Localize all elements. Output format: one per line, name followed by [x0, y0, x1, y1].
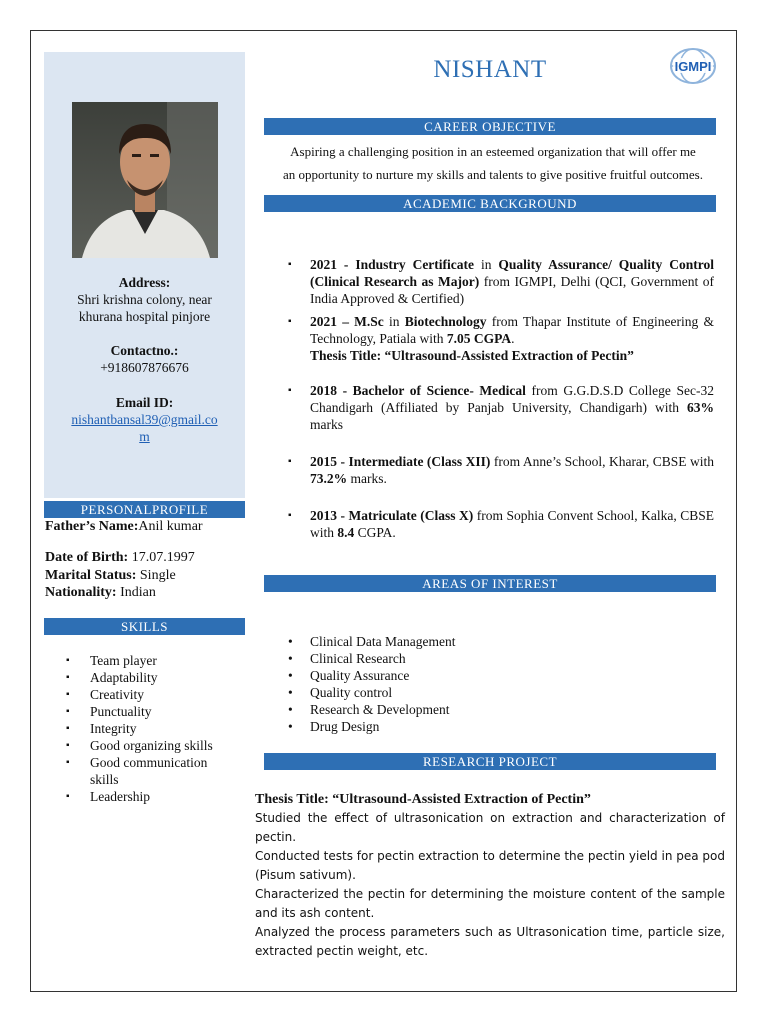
thesis-value: : “Ultrasound-Assisted Extraction of Pectin”	[376, 348, 634, 363]
profile-photo	[72, 102, 218, 258]
academic-item-title: 2013 - Matriculate (Class X)	[310, 508, 474, 523]
interests-list	[288, 633, 455, 735]
contact-block	[44, 342, 245, 376]
skills-list	[62, 652, 232, 805]
academic-item-title: 2018 - Bachelor of Science- Medical	[310, 383, 526, 398]
interest-item: • Clinical Data Management	[288, 633, 455, 650]
nationality-label: Nationality:	[45, 585, 117, 600]
nationality-value: Indian	[120, 585, 156, 600]
academic-item-text: in	[383, 314, 405, 329]
address-line-2: khurana hospital pinjore	[78, 309, 211, 324]
academic-item	[288, 453, 714, 487]
skill-item: ▪ Team player	[62, 652, 232, 669]
dob-label: Date of Birth:	[45, 550, 129, 565]
father-name-row	[45, 518, 203, 535]
address-label: Address:	[118, 275, 171, 290]
skill-item: ▪ Good organizing skills	[62, 737, 232, 754]
academic-item-bold: 7.05 CGPA	[446, 331, 512, 346]
email-block	[44, 394, 245, 445]
research-paragraph: Conducted tests for pectin extraction to determine the pectin yield in pea pod (Pisum sativum).	[255, 849, 725, 882]
interest-item: • Drug Design	[288, 718, 455, 735]
academic-item-bold: 8.4	[337, 525, 355, 540]
candidate-name: NISHANT	[433, 56, 547, 83]
research-project-heading: RESEARCH PROJECT	[264, 753, 716, 770]
career-objective-heading: CAREER OBJECTIVE	[264, 118, 716, 135]
personal-profile-heading: PERSONALPROFILE	[44, 501, 245, 518]
academic-item	[288, 256, 714, 307]
academic-item-bold: 63%	[687, 400, 714, 415]
research-paragraph: Analyzed the process parameters such as Ultrasonication time, particle size, extracted pectin weight, etc.	[255, 925, 725, 958]
academic-list	[288, 256, 714, 541]
academic-item-bold: Biotechnology	[404, 314, 487, 329]
academic-item-text: from IGMPI, Delhi (QCI, Government of India Approved & Certified)	[310, 274, 714, 306]
academic-background-heading: ACADEMIC BACKGROUND	[264, 195, 716, 212]
marital-status-row	[45, 567, 176, 584]
skill-item: ▪ Punctuality	[62, 703, 232, 720]
academic-item-text: from Sophia Convent School, Kalka, CBSE with	[310, 508, 714, 540]
academic-item-title: 2015 - Intermediate (Class XII)	[310, 454, 491, 469]
address-line-1: Shri krishna colony, near	[77, 292, 212, 307]
areas-of-interest-heading: AREAS OF INTEREST	[264, 575, 716, 592]
father-name-value: Anil kumar	[138, 519, 203, 534]
research-paragraph: Characterized the pectin for determining the moisture content of the sample and its ash content.	[255, 887, 725, 920]
academic-item-bold: Quality Assurance/ Quality Control (Clinical Research as Major)	[310, 257, 714, 289]
dob-row	[45, 549, 195, 566]
interest-item: • Research & Development	[288, 701, 455, 718]
research-thesis-label: Thesis Title	[255, 792, 325, 807]
logo-text: IGMPI	[674, 59, 712, 74]
email-label: Email ID:	[115, 395, 174, 410]
objective-line-1: Aspiring a challenging position in an esteemed organization that will offer me	[290, 144, 696, 159]
academic-item-text: .	[511, 331, 515, 346]
father-name-label: Father’s Name:	[45, 519, 139, 534]
skills-heading: SKILLS	[44, 618, 245, 635]
academic-item-title: 2021 - Industry Certificate	[310, 257, 475, 272]
career-objective-text	[268, 140, 718, 186]
academic-item-text: marks	[310, 417, 343, 432]
address-block	[44, 274, 245, 325]
contact-label: Contactno.:	[110, 343, 179, 358]
skill-item: ▪ Integrity	[62, 720, 232, 737]
academic-item	[288, 507, 714, 541]
academic-item-bold: 73.2%	[310, 471, 348, 486]
research-thesis-title	[255, 791, 725, 809]
skill-item: ▪ Adaptability	[62, 669, 232, 686]
academic-item-title: 2021 – M.Sc	[310, 314, 384, 329]
academic-item-text: CGPA.	[354, 525, 396, 540]
research-project-section	[255, 791, 725, 961]
academic-item	[288, 313, 714, 364]
research-thesis-value: : “Ultrasound-Assisted Extraction of Pectin”	[324, 792, 591, 807]
contact-value: +918607876676	[100, 360, 189, 375]
academic-item-text: from Thapar Institute of Engineering & Technology, Patiala with	[310, 314, 714, 346]
igmpi-logo	[668, 46, 718, 86]
research-paragraph: Studied the effect of ultrasonication on extraction and characterization of pectin.	[255, 811, 725, 844]
thesis-label: Thesis Title	[310, 348, 377, 363]
nationality-row	[45, 584, 156, 601]
academic-item-text: in	[474, 257, 499, 272]
academic-item-text: from G.G.D.S.D College Sec-32 Chandigarh (Affiliated by Panjab University, Chandigarh) with	[310, 383, 714, 415]
email-link-line-2[interactable]: m	[139, 429, 150, 444]
skill-item: ▪ Leadership	[62, 788, 232, 805]
interest-item: • Quality Assurance	[288, 667, 455, 684]
dob-value: 17.07.1997	[131, 550, 195, 565]
interest-item: • Quality control	[288, 684, 455, 701]
skill-item: ▪ Good communication skills	[62, 754, 232, 788]
academic-item	[288, 382, 714, 433]
marital-status-label: Marital Status:	[45, 568, 137, 583]
email-link-line-1[interactable]: nishantbansal39@gmail.co	[71, 412, 218, 427]
academic-item-text: from Anne’s School, Kharar, CBSE with	[490, 454, 714, 469]
skill-item: ▪ Creativity	[62, 686, 232, 703]
interest-item: • Clinical Research	[288, 650, 455, 667]
academic-item-text: marks.	[347, 471, 387, 486]
objective-line-2: an opportunity to nurture my skills and talents to give positive fruitful outcomes.	[283, 167, 703, 182]
marital-status-value: Single	[139, 568, 176, 583]
